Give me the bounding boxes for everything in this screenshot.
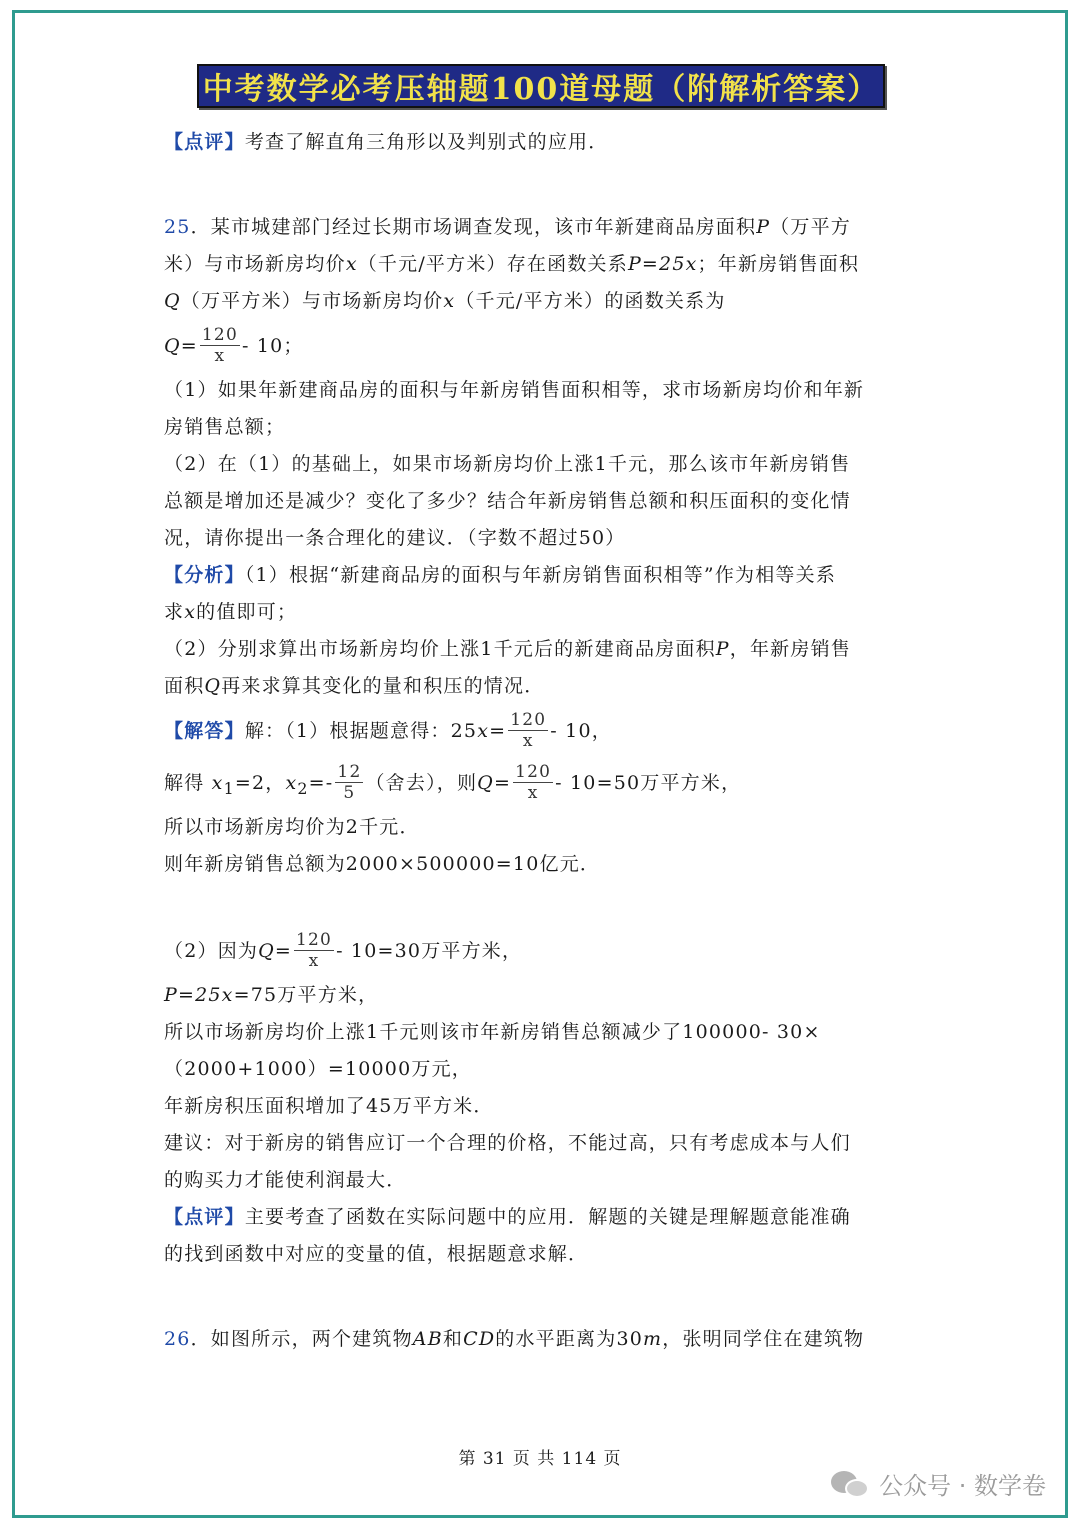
question-number: 25 [164, 216, 191, 238]
q26-line-1: 26．如图所示，两个建筑物AB和CD的水平距离为30m，张明同学住在建筑物 [164, 1328, 865, 1350]
top-comment: 【点评】考查了解直角三角形以及判别式的应用． [164, 131, 609, 153]
q25-line-2: 米）与市场新房均价x（千元/平方米）存在函数关系P=25x；年新房销售面积 [164, 253, 860, 275]
analysis-line-2: 求x的值即可； [164, 601, 298, 623]
answer-line-4: 则年新房销售总额为2000×500000=10亿元． [164, 853, 601, 875]
analysis-line-1: 【分析】（1）根据“新建商品房的面积与年新房销售面积相等”作为相等关系 [164, 564, 837, 586]
fraction: $\frac{12}{5}$ [337, 761, 362, 803]
page-footer: 第 31 页 共 114 页 [458, 1449, 622, 1469]
answer-part2-line-3: 所以市场新房均价上涨1千元则该市年新房销售总额减少了100000- 30× [164, 1021, 821, 1043]
analysis-line-4: 面积Q再来求算其变化的量和积压的情况． [164, 675, 545, 697]
answer-part2-line-6: 建议：对于新房的销售应订一个合理的价格，不能过高，只有考虑成本与人们 [164, 1132, 851, 1154]
fraction: $\frac{120}{x}$ [201, 324, 238, 366]
wechat-icon [831, 1469, 871, 1499]
question-number: 26 [164, 1328, 191, 1350]
q25-part2-a: （2）在（1）的基础上，如果市场新房均价上涨1千元，那么该市年新房销售 [164, 453, 851, 475]
answer-tag: 【解答】 [164, 720, 245, 742]
answer-part2-line-2: P=25x=75万平方米， [164, 984, 379, 1006]
answer-line-1: 【解答】解：（1）根据题意得：25x= $\frac{120}{x}$ - 10， [164, 709, 612, 751]
q25-line-3: Q（万平方米）与市场新房均价x（千元/平方米）的函数关系为 [164, 290, 726, 312]
document-body [164, 124, 924, 1358]
answer-part2-line-4: （2000+1000）=10000万元， [164, 1058, 472, 1080]
fraction: $\frac{120}{x}$ [296, 929, 333, 971]
answer-part2-line-1: （2）因为Q= $\frac{120}{x}$ - 10=30万平方米， [164, 929, 523, 971]
answer-line-2: 解得 $x_1=2$，$x_2=-$ $\frac{12}{5}$ （舍去），则Q= $\frac{120}{x}$ - 10=50万平方米， [164, 761, 742, 803]
answer-part2-line-7: 的购买力才能使利润最大． [164, 1169, 407, 1191]
comment-tag: 【点评】 [164, 131, 245, 153]
analysis-tag: 【分析】 [164, 564, 245, 586]
watermark [831, 1466, 1046, 1501]
watermark-text: 公众号 · 数学卷 [879, 1472, 1046, 1500]
q25-part1-b: 房销售总额； [164, 416, 286, 438]
comment-line-2: 的找到函数中对应的变量的值，根据题意求解． [164, 1243, 589, 1265]
q25-part2-c: 况，请你提出一条合理化的建议．（字数不超过50） [164, 527, 626, 549]
q25-part1-a: （1）如果年新建商品房的面积与年新房销售面积相等，求市场新房均价和年新 [164, 379, 865, 401]
comment-tag: 【点评】 [164, 1206, 245, 1228]
q25-line-1: 25．某市城建部门经过长期市场调查发现，该市年新建商品房面积P（万平方 [164, 216, 851, 238]
q25-formula: Q= $\frac{120}{x}$ - 10； [164, 324, 304, 366]
title-banner [197, 64, 885, 108]
answer-part2-line-5: 年新房积压面积增加了45万平方米． [164, 1095, 494, 1117]
answer-line-3: 所以市场新房均价为2千元． [164, 816, 420, 838]
comment-line-1: 【点评】主要考查了函数在实际问题中的应用．解题的关键是理解题意能准确 [164, 1206, 851, 1228]
analysis-line-3: （2）分别求算出市场新房均价上涨1千元后的新建商品房面积P，年新房销售 [164, 638, 851, 660]
banner-title: 中考数学必考压轴题100道母题（附解析答案） [202, 72, 880, 107]
fraction: $\frac{120}{x}$ [515, 761, 552, 803]
q25-part2-b: 总额是增加还是减少？变化了多少？结合年新房销售总额和积压面积的变化情 [164, 490, 851, 512]
fraction: $\frac{120}{x}$ [510, 709, 547, 751]
